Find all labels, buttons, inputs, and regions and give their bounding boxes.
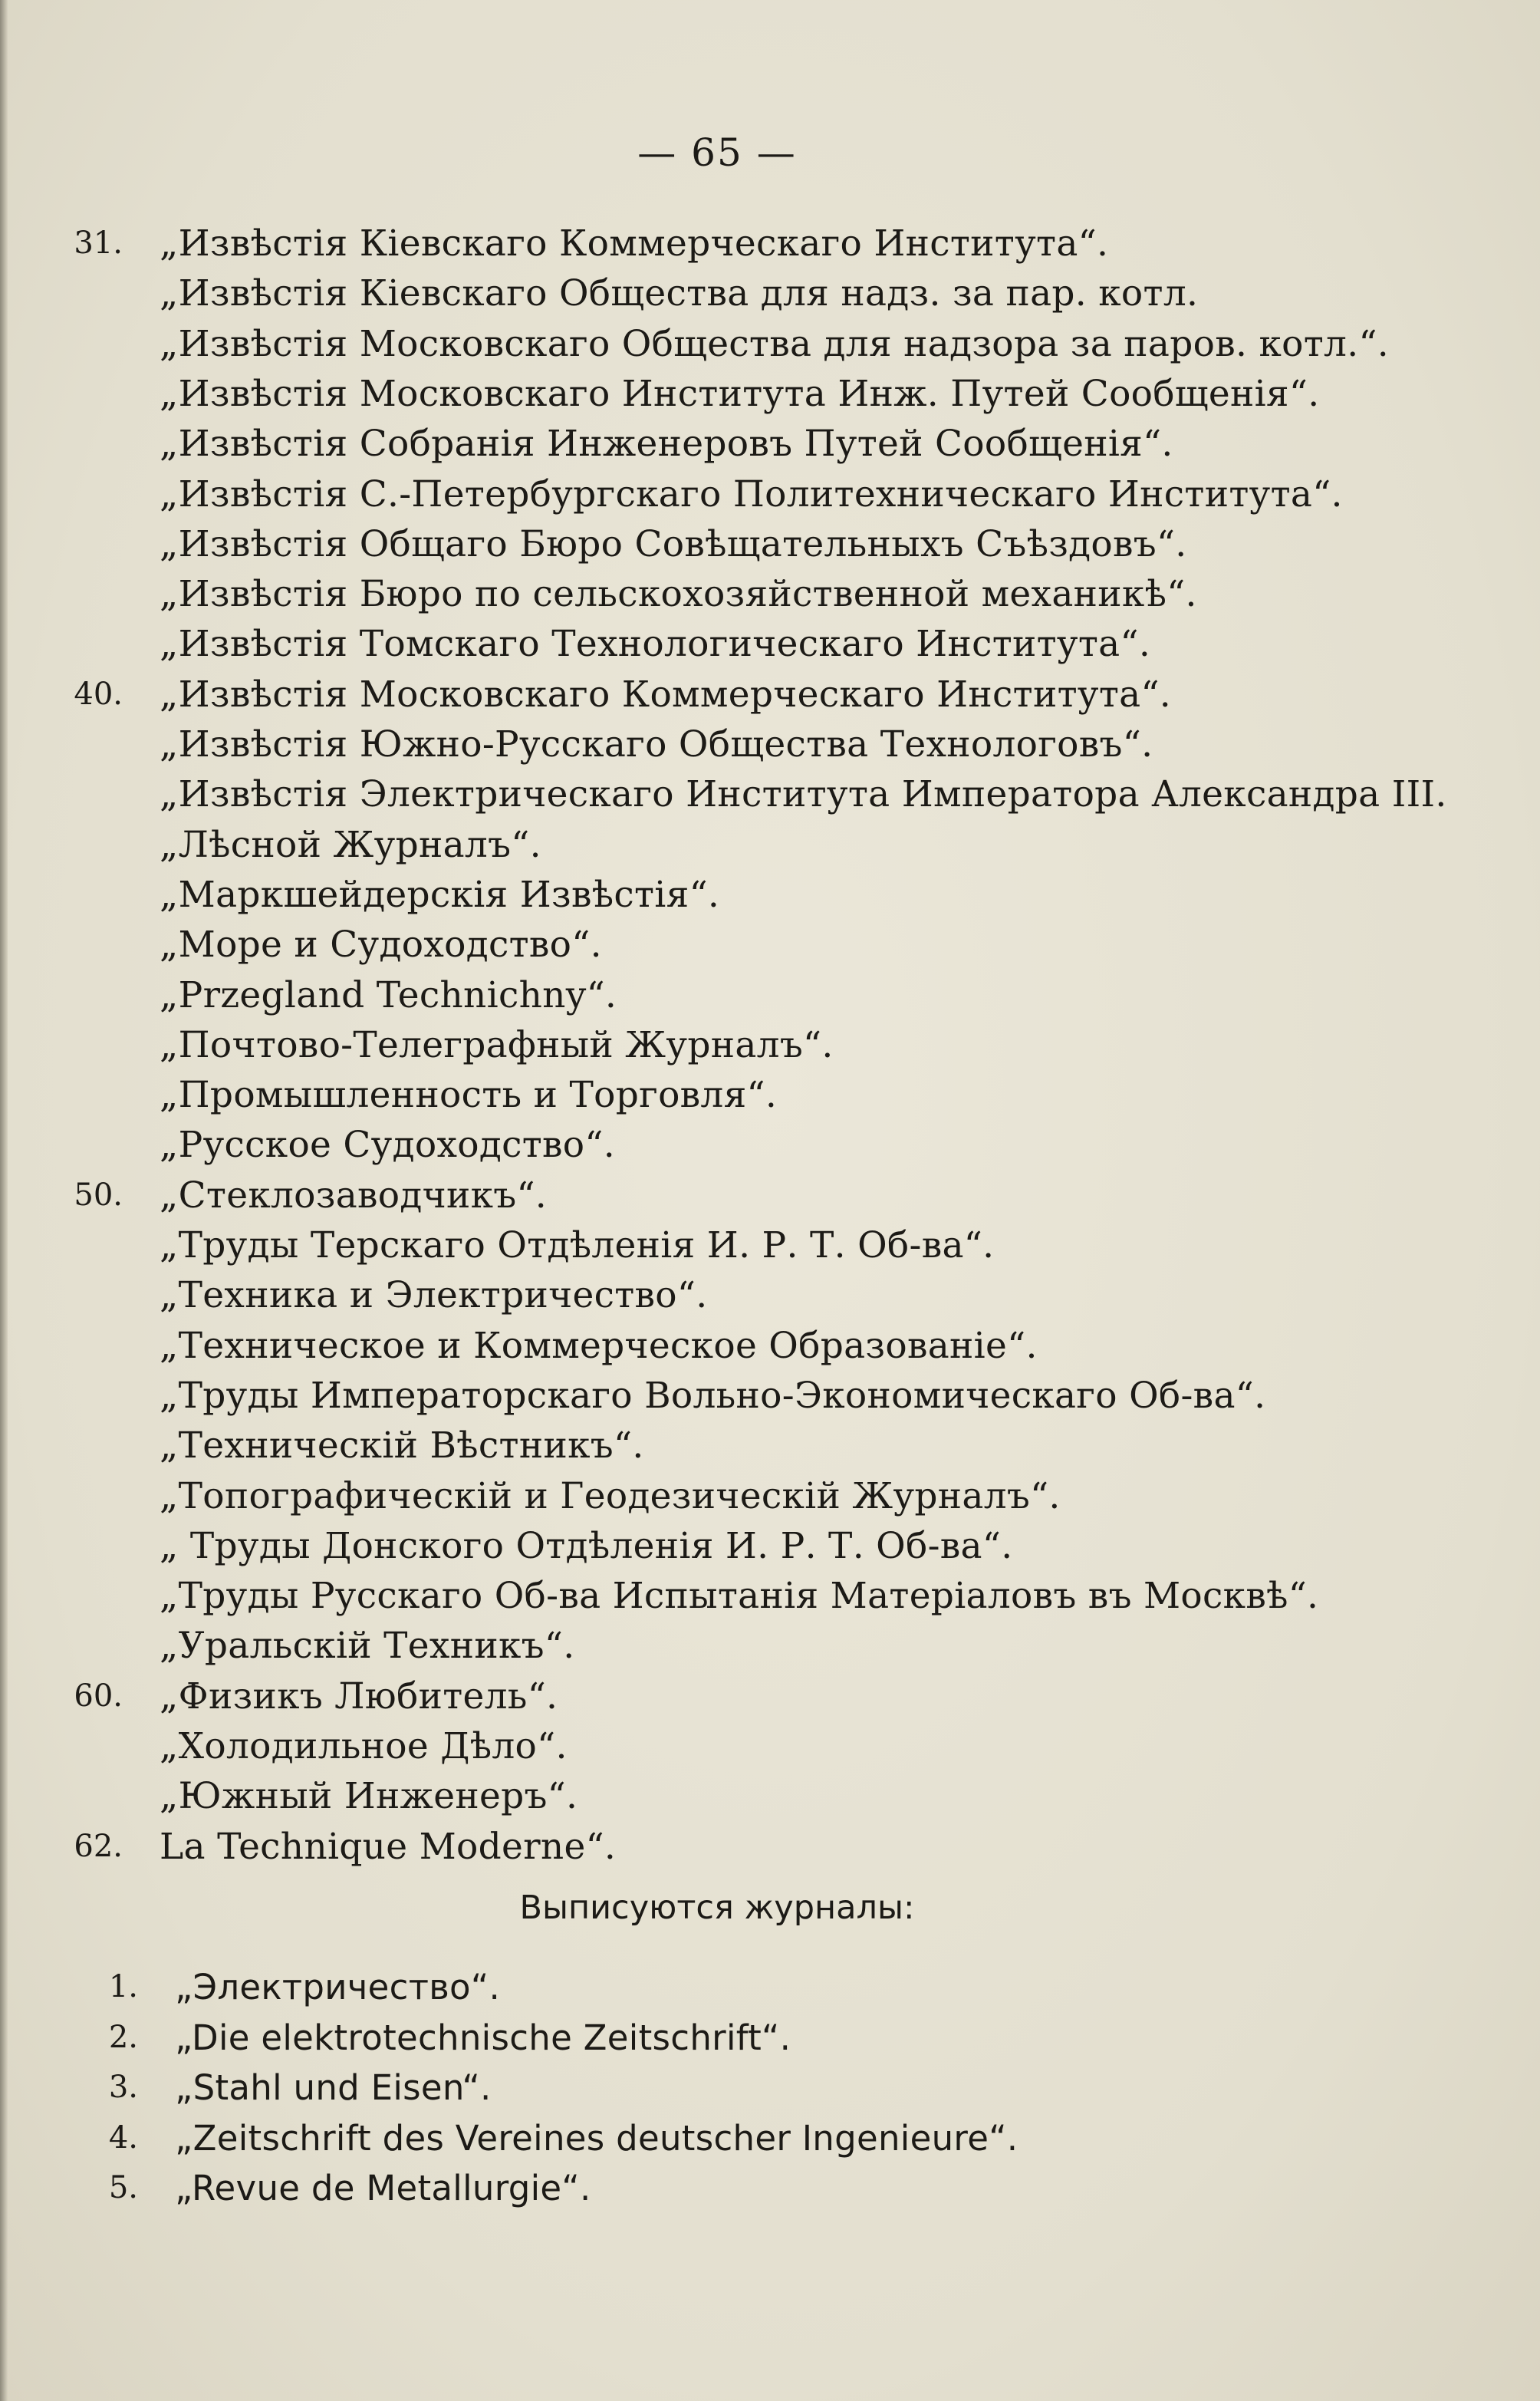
item-number: 4. (108, 2119, 138, 2156)
item-number: 31. (74, 226, 123, 261)
item-title: „Извѣстія Московскаго Института Инж. Путей Сообщенія“. (160, 372, 1320, 415)
item-title: „Извѣстія Южно-Русскаго Общества Технологовъ“. (160, 723, 1153, 766)
list-item (0, 2113, 1503, 2163)
list-item (0, 870, 1503, 920)
list-item (0, 1171, 1503, 1220)
page-number: — 65 — (637, 130, 797, 175)
list-item (0, 1822, 1503, 1872)
item-title: La Technique Moderne“. (160, 1825, 617, 1868)
item-title: „Die elektrotechnische Zeitschrift“. (175, 2017, 791, 2058)
item-title: „ Труды Донского Отдѣленія И. Р. Т. Об-ва“. (160, 1524, 1013, 1567)
list-item (0, 920, 1503, 970)
item-title: „Przegland Technichny“. (160, 973, 617, 1016)
list-item (0, 970, 1503, 1020)
list-item (0, 1020, 1503, 1070)
item-title: „Извѣстія Московскаго Коммерческаго Института“. (160, 673, 1172, 716)
list-item (0, 1321, 1503, 1371)
list-item (0, 769, 1503, 819)
item-number: 40. (74, 676, 123, 712)
item-title: „Извѣстія Кіевскаго Общества для надз. за пар. котл. (160, 272, 1199, 315)
item-title: „Извѣстія С.-Петербургскаго Политехническаго Института“. (160, 473, 1343, 515)
list-item (0, 369, 1503, 419)
list-item (0, 1471, 1503, 1521)
item-title: „Извѣстія Московскаго Общества для надзора за паров. котл.“. (160, 322, 1390, 365)
list-item (0, 219, 1503, 268)
list-item (0, 619, 1503, 669)
list-item (0, 1220, 1503, 1270)
list-item (0, 1621, 1503, 1671)
item-number: 2. (108, 2019, 138, 2055)
item-title: „Извѣстія Томскаго Технологическаго Института“. (160, 623, 1151, 666)
item-title: „Стеклозаводчикъ“. (160, 1174, 548, 1217)
list-item (0, 2163, 1503, 2213)
item-title: „Труды Терскаго Отдѣленія И. Р. Т. Об-ва“. (160, 1224, 995, 1266)
item-number: 5. (108, 2170, 138, 2205)
item-number: 62. (74, 1828, 123, 1864)
list-item (0, 1070, 1503, 1120)
item-title: „Stahl und Eisen“. (175, 2067, 492, 2108)
list-item (0, 469, 1503, 519)
list-item (0, 2013, 1503, 2063)
item-number: 50. (74, 1177, 123, 1213)
list-item (0, 419, 1503, 469)
item-title: „Почтово-Телеграфный Журналъ“. (160, 1023, 834, 1066)
item-title: „Физикъ Любитель“. (160, 1675, 558, 1718)
item-title: „Техническій Вѣстникъ“. (160, 1424, 644, 1467)
list-item (0, 670, 1503, 720)
list-item (0, 1120, 1503, 1170)
list-item (0, 1571, 1503, 1621)
item-title: „Revue de Metallurgie“. (175, 2168, 591, 2208)
list-item (0, 1371, 1503, 1421)
item-title: „Извѣстія Бюро по сельскохозяйственной механикѣ“. (160, 573, 1197, 616)
list-item (0, 720, 1503, 769)
item-title: „Южный Инженеръ“. (160, 1775, 578, 1818)
list-item (0, 1671, 1503, 1721)
item-title: „Электричество“. (175, 1967, 501, 2007)
list-item (0, 268, 1503, 318)
item-title: „Море и Судоходство“. (160, 924, 602, 967)
list-item (0, 820, 1503, 870)
item-title: „Холодильное Дѣло“. (160, 1725, 568, 1767)
list-item (0, 519, 1503, 569)
item-title: „Уральскій Техникъ“. (160, 1625, 575, 1668)
item-title: „Маркшейдерскія Извѣстія“. (160, 873, 720, 916)
item-number: 1. (108, 1969, 138, 2004)
item-title: „Техника и Электричество“. (160, 1274, 708, 1317)
list-item (0, 1721, 1503, 1771)
list-item (0, 569, 1503, 619)
item-title: „Топографическій и Геодезическій Журналъ“. (160, 1474, 1061, 1517)
item-title: „Извѣстія Собранія Инженеровъ Путей Сообщенія“. (160, 423, 1173, 466)
item-title: „Русское Судоходство“. (160, 1124, 615, 1167)
item-title: „Труды Императорскаго Вольно-Экономическаго Об-ва“. (160, 1374, 1266, 1417)
list-item (0, 1270, 1503, 1320)
list-item (0, 319, 1503, 369)
list-item (0, 2063, 1503, 2113)
item-number: 3. (108, 2070, 138, 2105)
section-title: Выписуются журналы: (519, 1889, 915, 1927)
list-item (0, 1421, 1503, 1471)
list-item (0, 1521, 1503, 1571)
item-title: „Техническое и Коммерческое Образованіе“. (160, 1324, 1038, 1367)
list-item (0, 1962, 1503, 2012)
item-title: „Лѣсной Журналъ“. (160, 823, 541, 866)
item-title: „Извѣстія Электрическаго Института Императора Александра III. (160, 773, 1447, 816)
item-title: „Труды Русскаго Об-ва Испытанія Матеріаловъ въ Москвѣ“. (160, 1575, 1319, 1618)
item-number: 60. (74, 1678, 123, 1714)
item-title: „Промышленность и Торговля“. (160, 1074, 778, 1117)
list-item (0, 1771, 1503, 1821)
item-title: „Zeitschrift des Vereines deutscher Ingenieure“. (175, 2117, 1018, 2159)
item-title: „Извѣстія Общаго Бюро Совѣщательныхъ Съѣздовъ“. (160, 522, 1187, 565)
item-title: „Извѣстія Кіевскаго Коммерческаго Института“. (160, 222, 1109, 265)
